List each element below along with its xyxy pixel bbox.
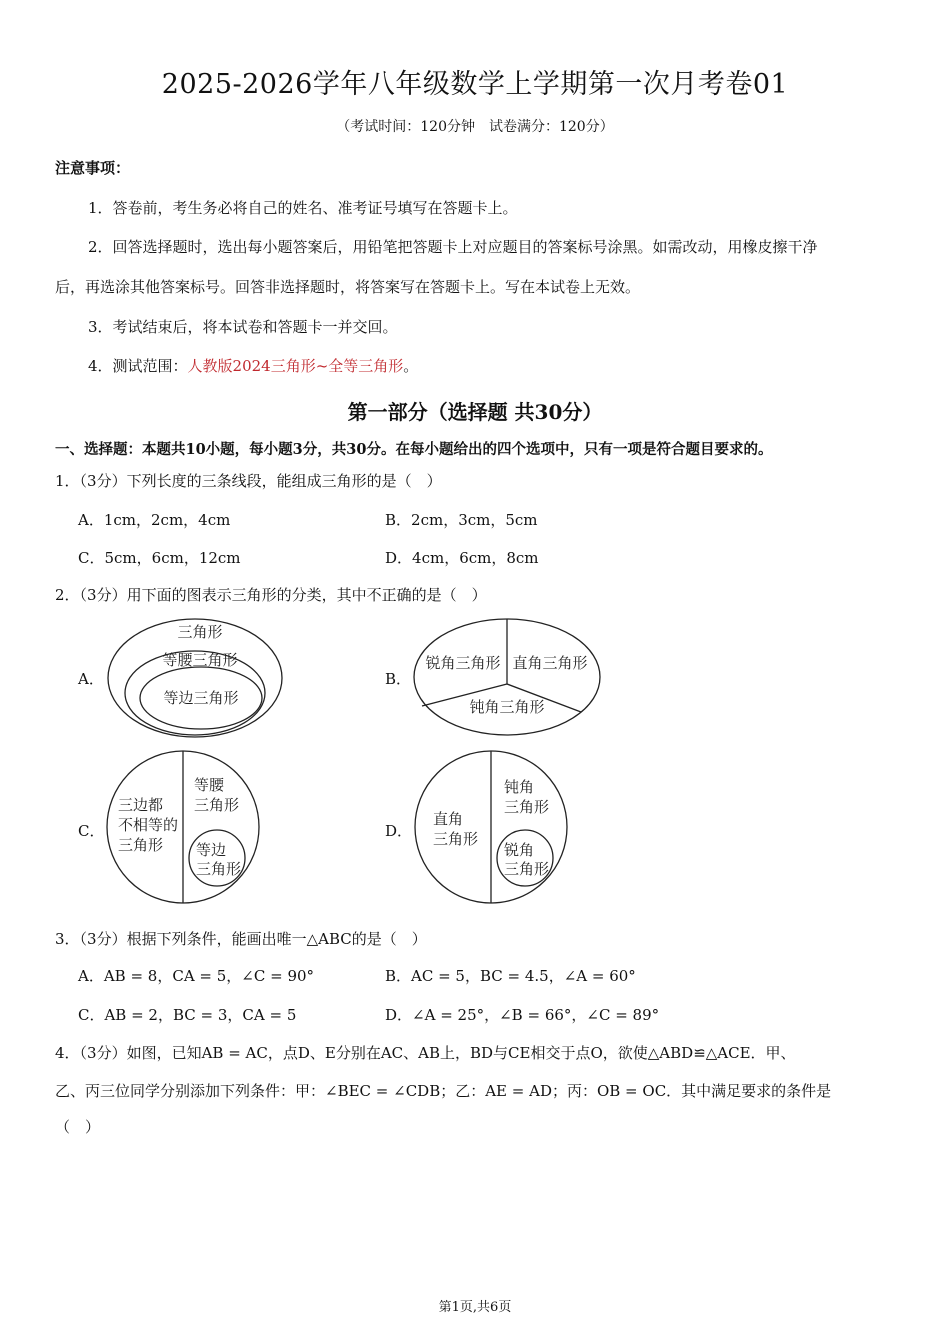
notice-item-4-prefix: 4．测试范围： <box>88 357 188 375</box>
exam-info: （考试时间：120分钟 试卷满分：120分） <box>336 119 614 135</box>
b-left-label: 锐角三角形 <box>425 654 501 672</box>
q2-option-c-label: C． <box>78 822 105 840</box>
q3-option-a: A．AB = 8，CA = 5，∠C = 90° <box>78 967 315 985</box>
notice-heading: 注意事项： <box>55 159 131 177</box>
q4-line-2: 乙、丙三位同学分别添加下列条件：甲：∠BEC = ∠CDB；乙：AE = AD；丙：OB = OC．其中满足要求的条件是 <box>55 1082 832 1100</box>
part-intro: 一、选择题：本题共10小题，每小题3分，共30分。在每小题给出的四个选项中，只有一项是符合题目要求的。 <box>55 441 773 458</box>
q1-option-b: B．2cm，3cm，5cm <box>385 511 538 529</box>
q1-option-a: A．1cm，2cm，4cm <box>78 511 231 529</box>
test-range: 人教版2024三角形~全等三角形 <box>187 357 404 375</box>
q3-option-c: C．AB = 2，BC = 3，CA = 5 <box>78 1006 297 1024</box>
d-inner-line-1: 锐角 <box>504 841 535 859</box>
b-bottom-label: 钝角三角形 <box>469 698 545 716</box>
notice-item-4 <box>88 355 418 376</box>
q2-option-a-label: A． <box>78 670 104 688</box>
q2-diagram-b <box>412 617 602 737</box>
d-right-line-1: 钝角 <box>504 778 535 796</box>
q2-stem: 2．（3分）用下面的图表示三角形的分类，其中不正确的是（ ） <box>55 586 487 604</box>
q2-option-d-label: D． <box>385 822 413 840</box>
section-title: 第一部分（选择题 共30分） <box>347 400 603 424</box>
notice-item-3: 3．考试结束后，将本试卷和答题卡一并交回。 <box>88 318 398 336</box>
c-left-line-3: 三角形 <box>118 836 164 854</box>
a-middle-label: 等腰三角形 <box>162 651 238 669</box>
notice-item-2-line-1: 2．回答选择题时，选出每小题答案后，用铅笔把答题卡上对应题目的答案标号涂黑。如需改动，用橡皮擦干净 <box>88 238 818 256</box>
d-left-line-1: 直角 <box>433 810 464 828</box>
q2-diagram-d <box>412 748 572 906</box>
q3-option-b: B．AC = 5，BC = 4.5，∠A = 60° <box>385 967 636 985</box>
q3-option-d: D．∠A = 25°，∠B = 66°，∠C = 89° <box>385 1006 660 1024</box>
q3-stem: 3．（3分）根据下列条件，能画出唯一△ABC的是（ ） <box>55 930 427 948</box>
c-inner-line-2: 三角形 <box>196 860 242 878</box>
q1-option-d: D．4cm，6cm，8cm <box>385 549 539 567</box>
notice-item-2-line-2: 后，再选涂其他答案标号。回答非选择题时，将答案写在答题卡上。写在本试卷上无效。 <box>55 278 641 296</box>
d-inner-line-2: 三角形 <box>504 860 550 878</box>
a-outer-label: 三角形 <box>177 623 223 641</box>
q4-line-1: 4．（3分）如图，已知AB = AC，点D、E分别在AC、AB上，BD与CE相交于点O，欲使△ABD≌△ACE．甲、 <box>55 1044 796 1062</box>
c-left-line-2: 不相等的 <box>118 816 179 834</box>
q1-stem: 1．（3分）下列长度的三条线段，能组成三角形的是（ ） <box>55 472 442 490</box>
q2-option-b-label: B． <box>385 670 412 688</box>
q2-diagram-c <box>104 748 264 906</box>
notice-item-1: 1．答卷前，考生务必将自己的姓名、准考证号填写在答题卡上。 <box>88 199 518 217</box>
q1-option-c: C．5cm，6cm，12cm <box>78 549 241 567</box>
c-right-line-2: 三角形 <box>194 796 240 814</box>
c-right-line-1: 等腰 <box>194 776 225 794</box>
notice-item-4-suffix: 。 <box>403 357 419 375</box>
d-right-line-2: 三角形 <box>504 798 550 816</box>
page-title: 2025-2026学年八年级数学上学期第一次月考卷01 <box>161 69 789 100</box>
q4-line-3: （ ） <box>55 1118 101 1136</box>
c-inner-line-1: 等边 <box>196 841 227 859</box>
d-left-line-2: 三角形 <box>433 830 479 848</box>
c-left-line-1: 三边都 <box>118 796 164 814</box>
b-right-label: 直角三角形 <box>512 654 588 672</box>
a-inner-label: 等边三角形 <box>163 689 239 707</box>
page-footer: 第1页,共6页 <box>438 1300 512 1315</box>
q2-diagram-a <box>104 614 286 740</box>
